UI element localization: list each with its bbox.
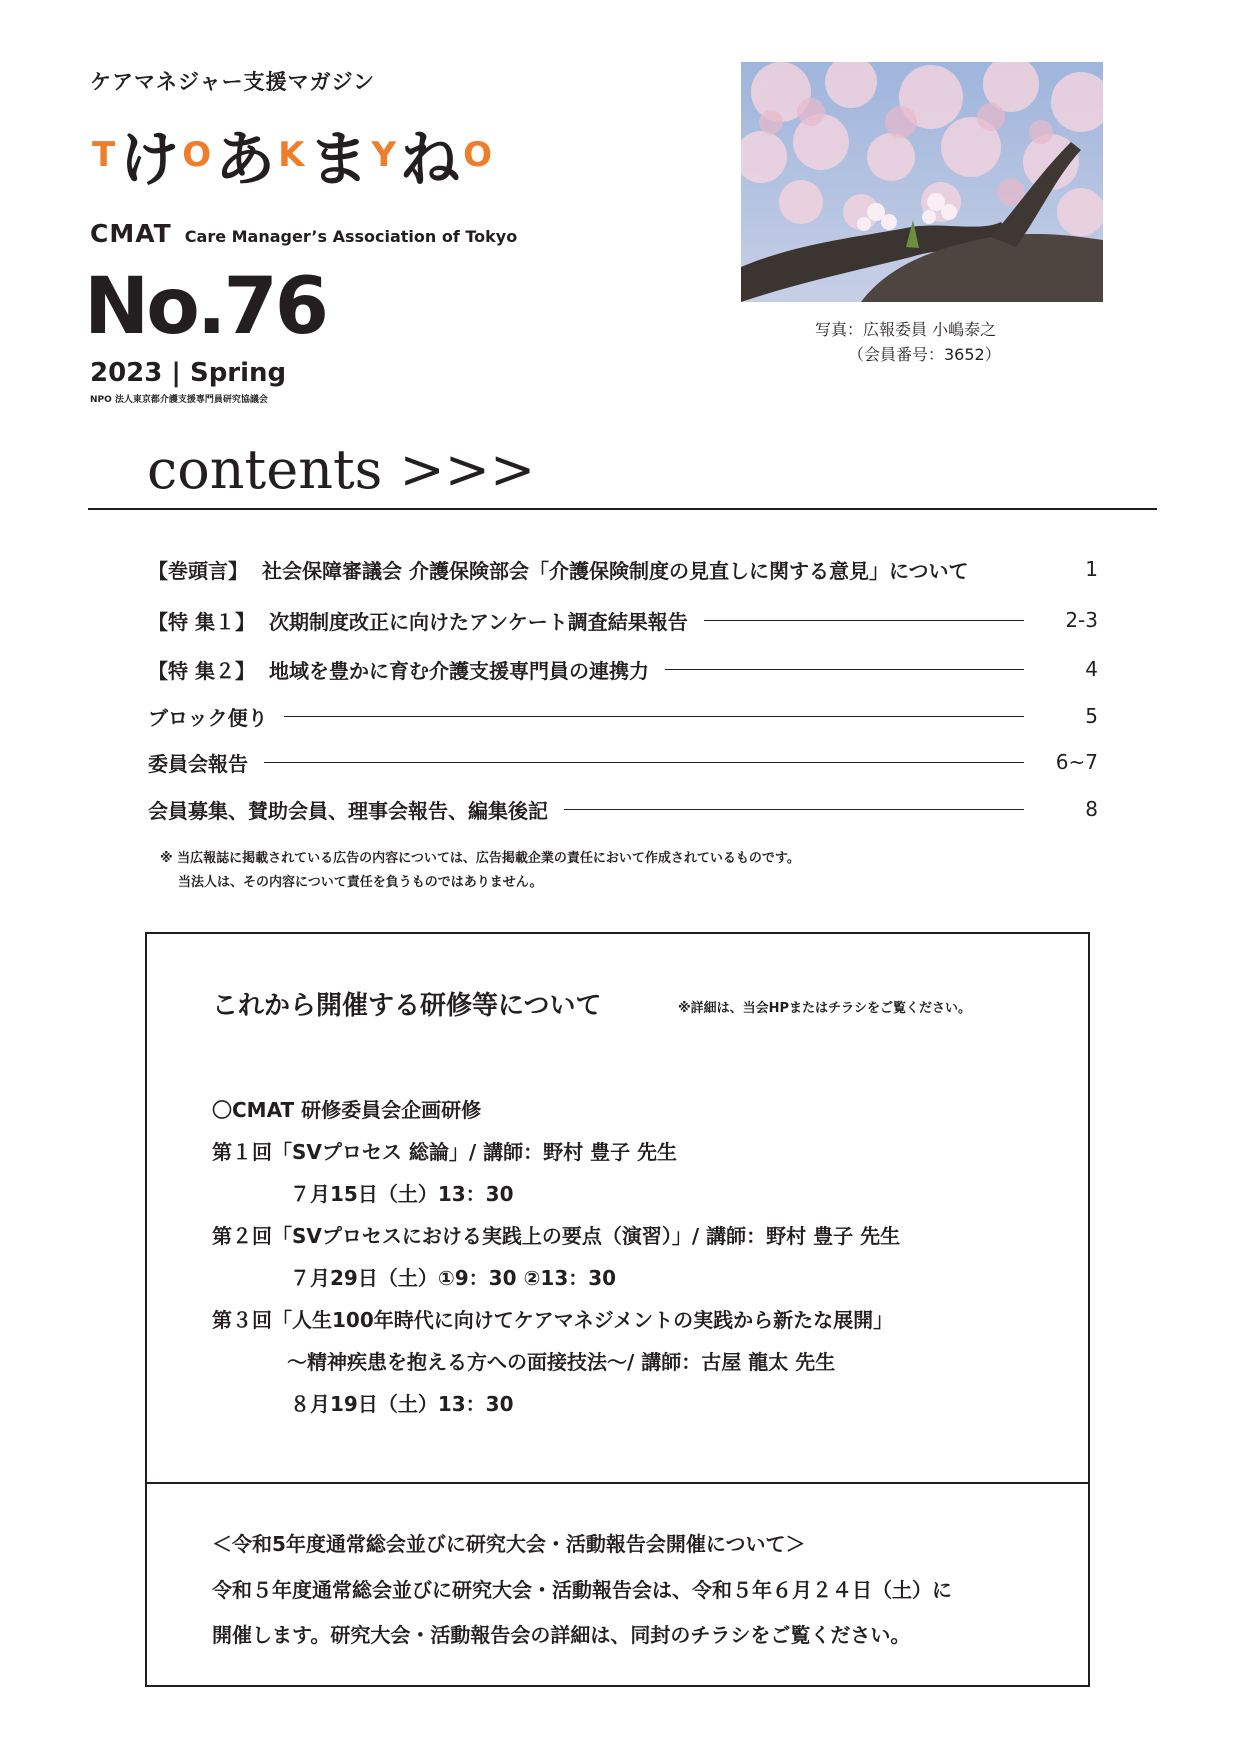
toc-leader-line [665, 669, 1024, 670]
logo-kana: ね [400, 125, 460, 195]
toc-entry-title: 社会保障審議会 介護保険部会「介護保険制度の見直しに関する意見」について [262, 558, 969, 583]
toc-entry-label: 【特 集２】 [148, 658, 255, 683]
logo-accent-letter: T [92, 135, 116, 175]
ad-disclaimer-line2: 当法人は、その内容について責任を負うものではありません。 [178, 875, 543, 890]
toc-entry [148, 552, 1098, 586]
general-meeting-text-line1: 令和５年度通常総会並びに研究大会・活動報告会は、令和５年６月２４日（土）に [212, 1578, 952, 1602]
toc-page-number: 8 [1085, 797, 1098, 821]
training-session-2: 第２回「SVプロセスにおける実践上の要点（演習）」/ 講師：野村 豊子 先生 [212, 1224, 901, 1248]
logo-kana: け [119, 125, 179, 195]
association-abbr: CMAT [90, 219, 172, 248]
toc-entry-title: 委員会報告 [148, 751, 248, 776]
toc-page-number: 2-3 [1065, 608, 1098, 632]
events-box-divider [145, 1482, 1090, 1484]
training-session-2-date: ７月29日（土）①9：30 ②13：30 [290, 1266, 617, 1290]
training-session-3-date: ８月19日（土）13：30 [290, 1392, 514, 1416]
toc-entry [148, 603, 1098, 637]
photo-credit-member-number: （会員番号：3652） [848, 345, 1001, 364]
contents-divider [88, 508, 1157, 510]
logo-accent-letter: K [278, 135, 305, 175]
magazine-subtitle: ケアマネジャー支援マガジン [90, 70, 376, 94]
issue-number: No.76 [84, 262, 327, 352]
logo-kana: ま [308, 125, 368, 195]
toc-entry [148, 652, 1098, 686]
general-meeting-text-line2: 開催します。研究大会・活動報告会の詳細は、同封のチラシをご覧ください。 [212, 1623, 911, 1647]
toc-leader-line [264, 762, 1024, 763]
logo-accent-letter: O [463, 135, 492, 175]
toc-page-number: 4 [1085, 657, 1098, 681]
toc-leader-line [564, 809, 1024, 810]
toc-leader-line [704, 620, 1024, 621]
training-program-heading: 〇CMAT 研修委員会企画研修 [212, 1098, 482, 1122]
association-full-name: Care Manager’s Association of Tokyo [184, 227, 518, 246]
toc-entry-label: 【特 集１】 [148, 609, 255, 634]
events-detail-note: ※詳細は、当会HPまたはチラシをご覧ください。 [678, 1001, 972, 1016]
magazine-logo [88, 112, 496, 195]
training-session-3: 第３回「人生100年時代に向けてケアマネジメントの実践から新たな展開」 [212, 1308, 894, 1332]
toc-entry-title: ブロック便り [148, 705, 268, 730]
toc-page-number: 6~7 [1055, 750, 1098, 774]
general-meeting-heading: ＜令和5年度通常総会並びに研究大会・活動報告会開催について＞ [212, 1532, 806, 1556]
toc-leader-line [284, 716, 1024, 717]
npo-name: NPO 法人東京都介護支援専門員研究協議会 [90, 395, 268, 405]
toc-page-number: 5 [1085, 704, 1098, 728]
events-title: これから開催する研修等について [212, 991, 602, 1021]
training-session-3-subtitle: ～精神疾患を抱える方への面接技法～/ 講師：古屋 龍太 先生 [287, 1350, 836, 1374]
issue-date: 2023 | Spring [90, 358, 287, 388]
photo-credit: 写真：広報委員 小嶋泰之 [815, 320, 997, 339]
training-session-1: 第１回「SVプロセス 総論」/ 講師：野村 豊子 先生 [212, 1140, 678, 1164]
logo-accent-letter: Y [371, 135, 397, 175]
ad-disclaimer-line1: ※ 当広報誌に掲載されている広告の内容については、広告掲載企業の責任において作成されているものです。 [160, 851, 800, 866]
logo-kana: あ [215, 125, 275, 195]
training-session-1-date: ７月15日（土）13：30 [290, 1182, 514, 1206]
association-name [90, 219, 517, 248]
toc-entry [148, 792, 1098, 826]
toc-entry-label: 【巻頭言】 [148, 558, 248, 583]
contents-heading: contents >>> [147, 438, 536, 501]
logo-accent-letter: O [182, 135, 212, 175]
cherry-blossom-photo [741, 62, 1103, 302]
toc-entry-title: 会員募集、賛助会員、理事会報告、編集後記 [148, 798, 548, 823]
toc-page-number: 1 [1085, 557, 1098, 581]
toc-entry [148, 699, 1098, 733]
toc-entry-title: 地域を豊かに育む介護支援専門員の連携力 [268, 658, 649, 683]
toc-entry-title: 次期制度改正に向けたアンケート調査結果報告 [268, 609, 688, 634]
toc-entry [148, 745, 1098, 779]
